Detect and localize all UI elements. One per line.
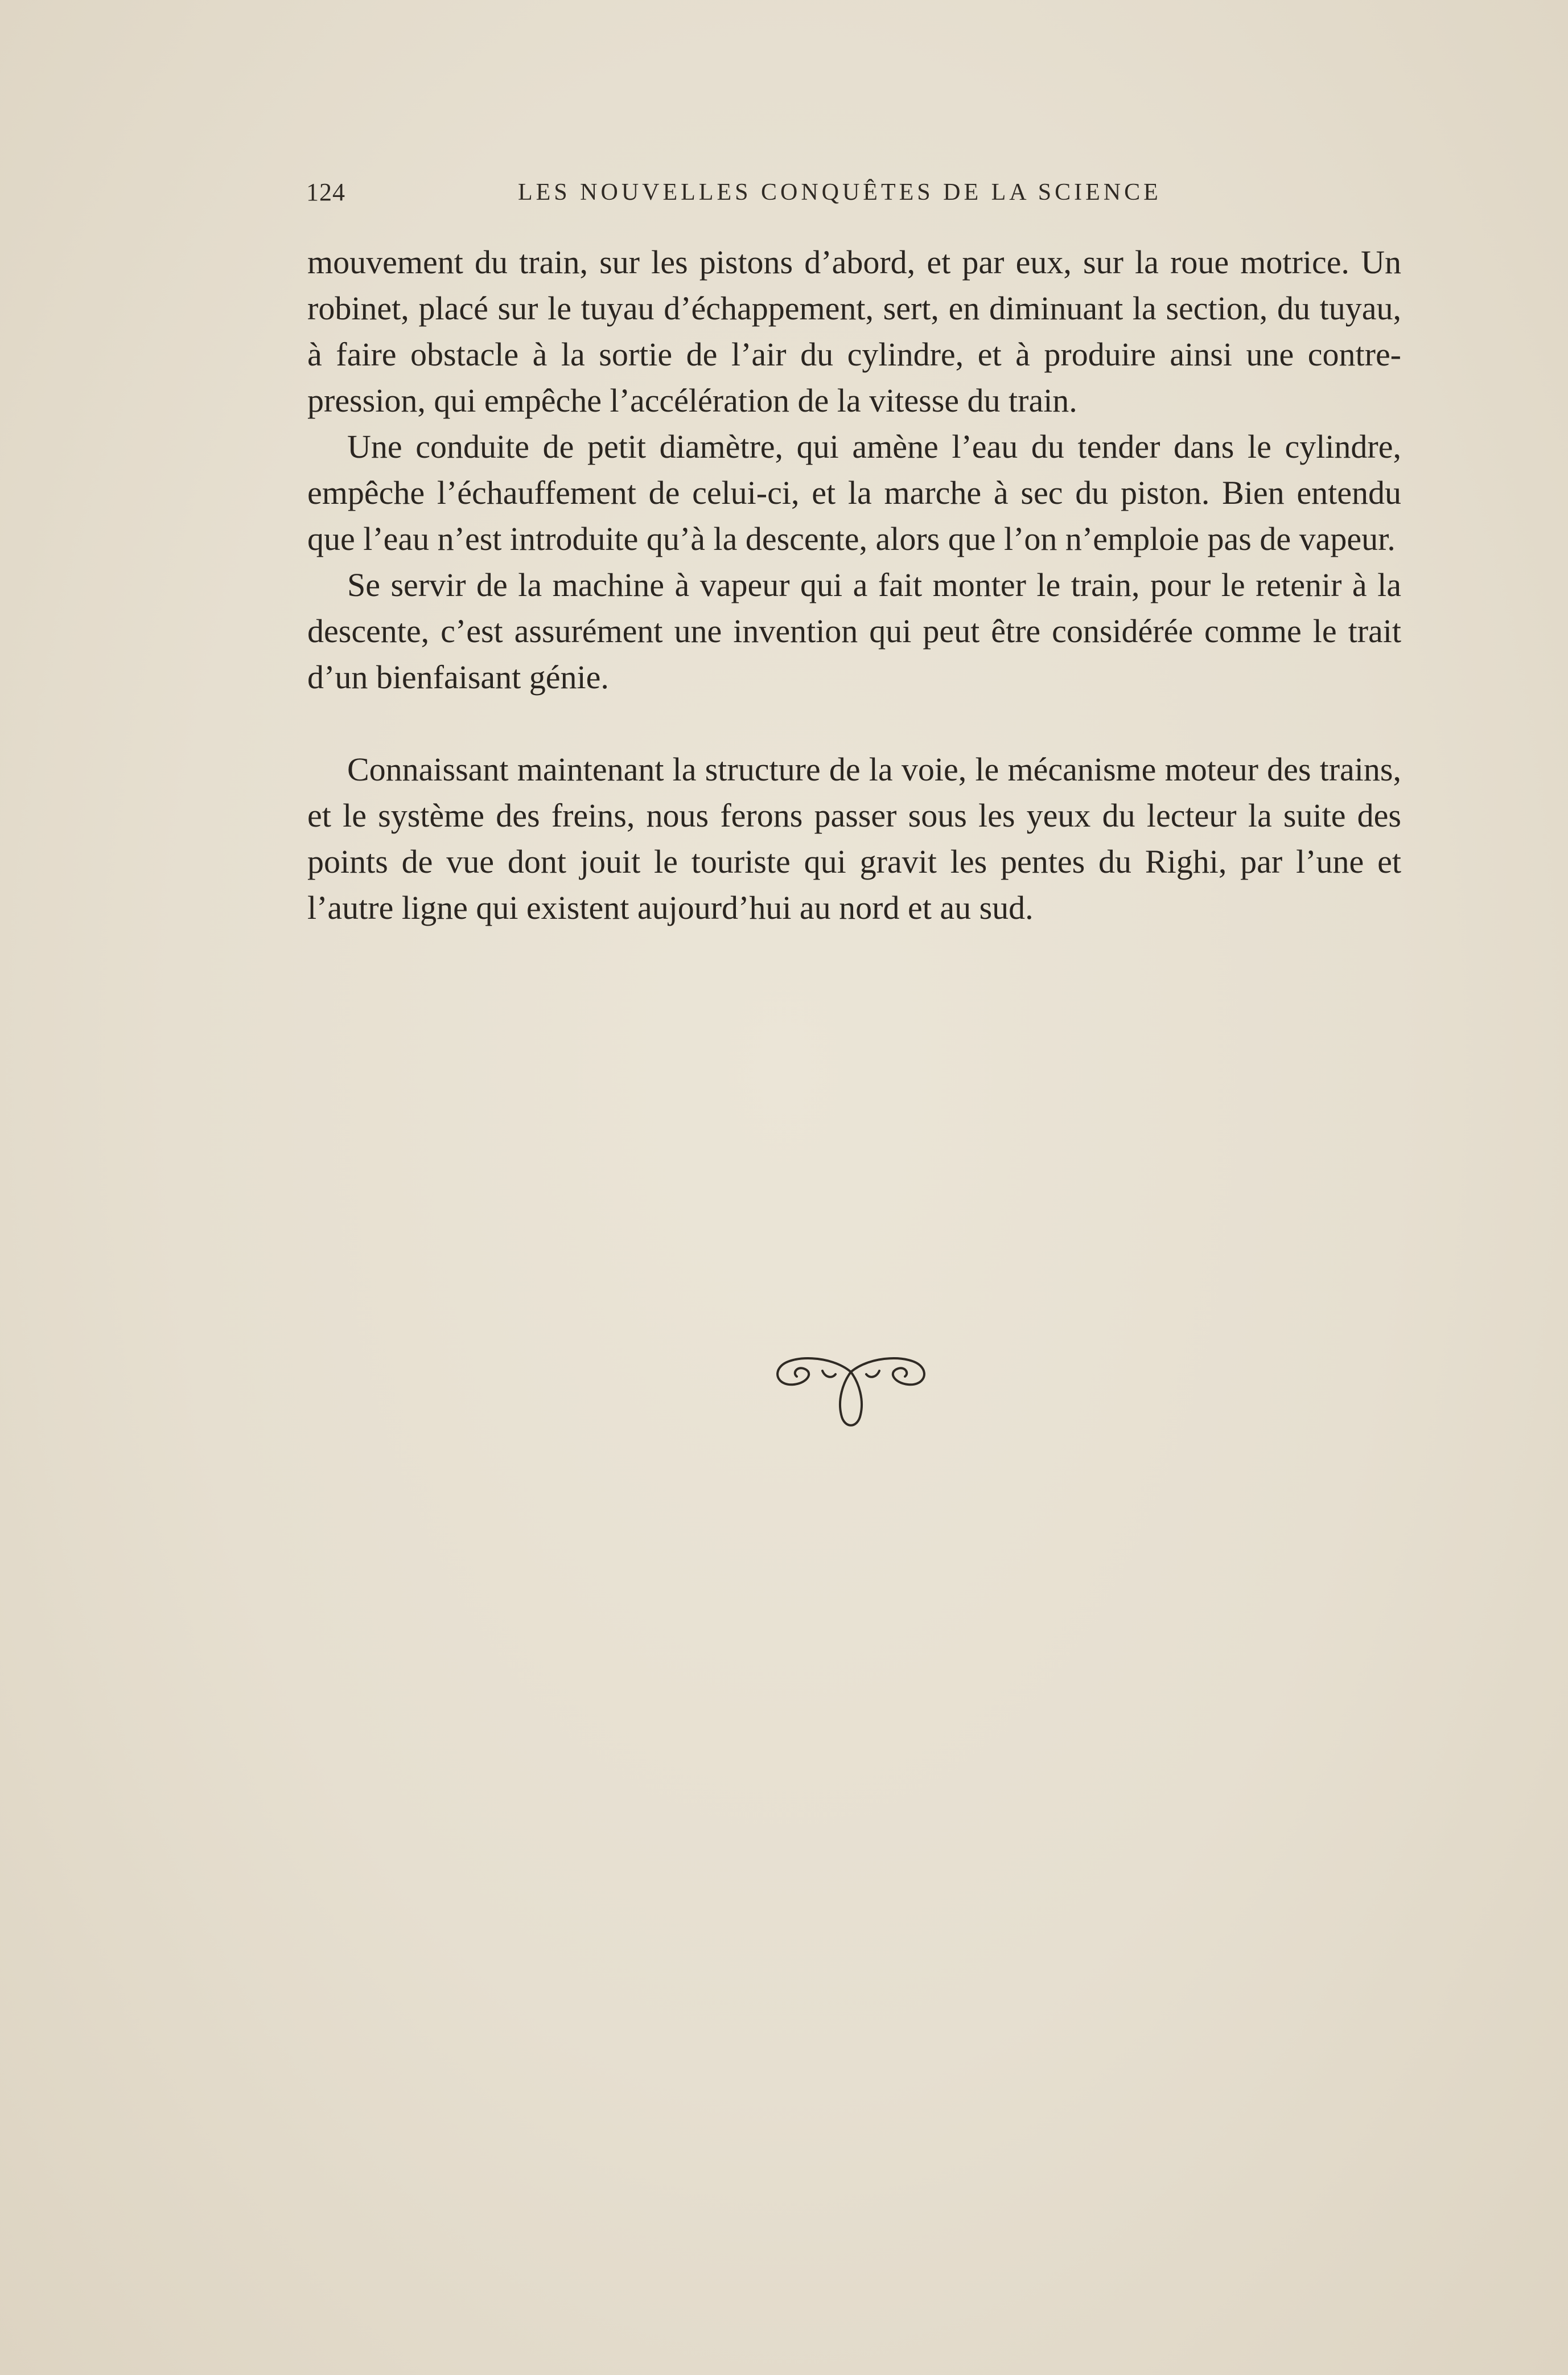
flourish-ornament-icon bbox=[768, 1343, 933, 1435]
paragraph-4: Connaissant maintenant la structure de la voie, le mécanisme moteur des trains, et le système des freins, nous ferons passer sous les yeux du lecteur la suite des points de vue dont jouit le touriste qui gravit les pentes du Righi, par l’une et l’autre ligne qui existent aujourd’hui au nord et au sud. bbox=[307, 751, 1401, 926]
page-number: 124 bbox=[306, 178, 345, 206]
running-title: LES NOUVELLES CONQUÊTES DE LA SCIENCE bbox=[518, 179, 1162, 206]
body-text bbox=[307, 239, 1401, 931]
paragraph-3: Se servir de la machine à vapeur qui a fait monter le train, pour le retenir à la descente, c’est assurément une invention qui peut être considérée comme le trait d’un bienfaisant génie. bbox=[307, 566, 1401, 696]
page-header bbox=[306, 178, 1405, 217]
paragraph-1: mouvement du train, sur les pistons d’abord, et par eux, sur la roue motrice. Un robinet, placé sur le tuyau d’échappement, sert, en diminuant la section, du tuyau, à faire obstacle à la sortie de l’air du cylindre, et à produire ainsi une contre-pression, qui empêche l’accélération de la vitesse du train. bbox=[307, 244, 1401, 419]
paragraph-2: Une conduite de petit diamètre, qui amène l’eau du tender dans le cylindre, empêche l’échauffement de celui-ci, et la marche à sec du piston. Bien entendu que l’eau n’est introduite qu’à la descente, alors que l’on n’emploie pas de vapeur. bbox=[307, 428, 1401, 557]
